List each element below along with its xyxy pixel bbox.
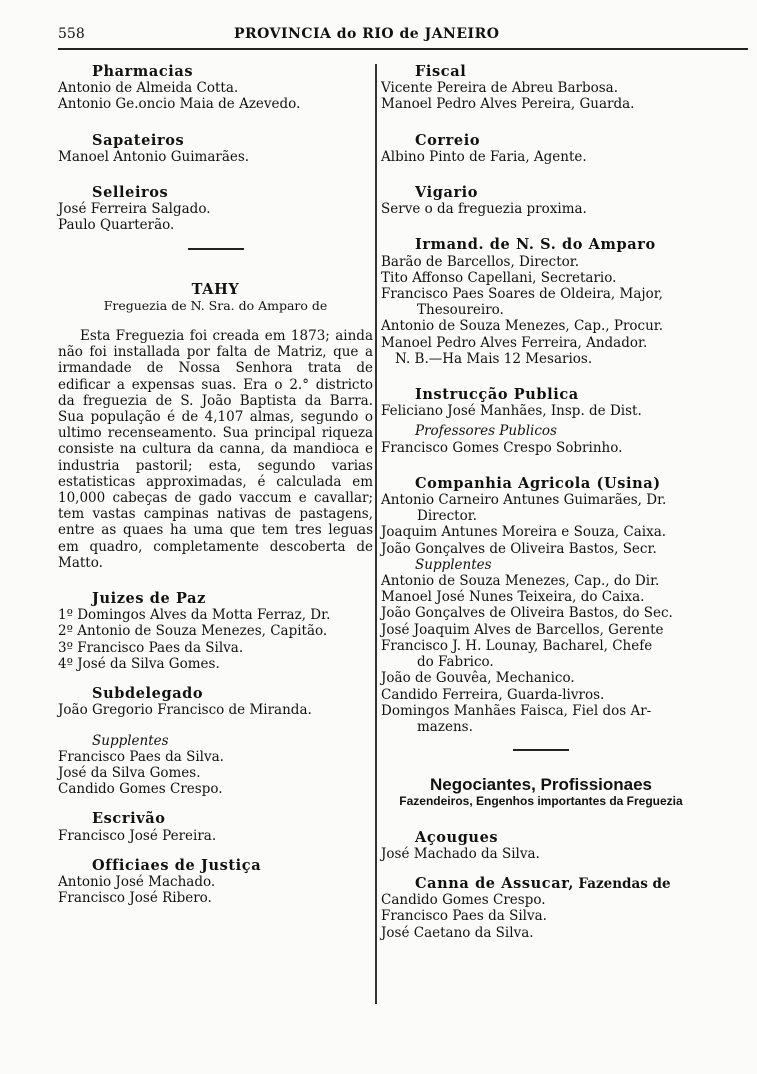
- list-item: Vicente Pereira de Abreu Barbosa.: [381, 80, 619, 97]
- heading-officiaes-de-justica: Officiaes de Justiça: [92, 856, 262, 874]
- heading-instruccao-publica: Instrucção Publica: [415, 386, 579, 404]
- list-item: Antonio José Machado.: [58, 873, 216, 890]
- heading-subdelegado: Subdelegado: [92, 685, 204, 703]
- heading-pharmacias: Pharmacias: [92, 63, 194, 80]
- list-item: Manoel Antonio Guimarães.: [58, 148, 250, 165]
- list-item: Francisco José Pereira.: [58, 827, 217, 844]
- list-item: Paulo Quarterão.: [58, 217, 175, 234]
- heading-irmandade: Irmand. de N. S. do Amparo: [415, 236, 656, 254]
- list-item: João Gonçalves de Oliveira Bastos, do Sec.: [381, 605, 673, 622]
- list-item: João Gregorio Francisco de Miranda.: [58, 702, 312, 719]
- column-divider: [375, 64, 377, 1004]
- list-item: Antonio de Almeida Cotta.: [58, 80, 239, 97]
- list-item: Domingos Manhães Faisca, Fiel dos Ar-: [381, 702, 652, 719]
- list-item: Francisco Paes da Silva.: [58, 748, 224, 765]
- list-item: José Ferreira Salgado.: [58, 201, 211, 218]
- list-item: Joaquim Antunes Moreira e Souza, Caixa.: [381, 524, 667, 541]
- list-item: Candido Ferreira, Guarda-livros.: [381, 686, 605, 703]
- page-number: 558: [58, 26, 85, 42]
- heading-professores: Professores Publicos: [415, 423, 557, 440]
- heading-canna-de-assucar: Canna de Assucar, Fazendas de: [415, 874, 671, 892]
- list-item: Francisco Paes Soares de Oldeira, Major,: [381, 286, 663, 303]
- list-item: Director.: [417, 508, 477, 525]
- list-item: 1º Domingos Alves da Motta Ferraz, Dr.: [58, 607, 331, 624]
- running-title: PROVINCIA do RIO de JANEIRO: [234, 26, 500, 42]
- list-item: Serve o da freguezia proxima.: [381, 201, 587, 218]
- heading-supplentes: Supplentes: [92, 732, 169, 749]
- list-item: João Gonçalves de Oliveira Bastos, Secr.: [381, 540, 657, 557]
- left-column: [58, 64, 373, 906]
- list-item: Francisco Gomes Crespo Sobrinho.: [381, 439, 623, 456]
- list-item: José Caetano da Silva.: [381, 924, 534, 941]
- list-item: Francisco José Ribero.: [58, 890, 212, 907]
- list-item: 4º José da Silva Gomes.: [58, 655, 220, 672]
- list-item: Manoel José Nunes Teixeira, do Caixa.: [381, 589, 645, 606]
- heading-juizes-de-paz: Juizes de Paz: [92, 590, 206, 608]
- heading-tahy: TAHY: [191, 280, 240, 298]
- list-item: Antonio de Souza Menezes, Cap., Procur.: [381, 318, 664, 335]
- list-item: do Fabrico.: [417, 654, 494, 671]
- list-item: José Joaquim Alves de Barcellos, Gerente: [381, 621, 664, 638]
- note: N. B.—Ha Mais 12 Mesarios.: [395, 350, 593, 367]
- list-item: José da Silva Gomes.: [58, 764, 201, 781]
- heading-vigario: Vigario: [415, 184, 479, 202]
- heading-escrivao: Escrivão: [92, 810, 166, 828]
- list-item: Feliciano José Manhães, Insp. de Dist.: [381, 403, 642, 420]
- list-item: Candido Gomes Crespo.: [58, 781, 223, 798]
- description-paragraph: Esta Freguezia foi creada em 1873; ainda não foi installada por falta de Matriz, que a irmandade de Nossa Senhora trata de edificar a expensas suas. Era o 2.° districto da freguezia de S. João Baptista da Barra. Sua população é de 4,107 almas, segundo o ultimo recenseamento. Sua principal riqueza consiste na cultura da canna, da mandioca e industria pastoril; esta, segundo varias estatisticas approximadas, é calculada em 10,000 cabeças de gado vaccum e cavallar; tem vastas campinas nativas de pastagens, entre as quaes ha uma que tem tres leguas em quadro, completamente descoberta de Matto.: [58, 328, 373, 571]
- list-item: José Machado da Silva.: [381, 845, 540, 862]
- right-column: [381, 64, 701, 941]
- list-item: Thesoureiro.: [417, 302, 504, 319]
- heading-supplentes-companhia: Supplentes: [415, 556, 492, 573]
- section-rule: [188, 248, 244, 250]
- list-item: Manoel Pedro Alves Pereira, Guarda.: [381, 96, 635, 113]
- list-item: mazens.: [417, 718, 473, 735]
- subheading-fazendeiros: Fazendeiros, Engenhos importantes da Freguezia: [399, 794, 683, 809]
- page-header: [58, 20, 748, 46]
- list-item: Antonio de Souza Menezes, Cap., do Dir.: [381, 573, 660, 590]
- heading-correio: Correio: [415, 131, 481, 149]
- list-item: 2º Antonio de Souza Menezes, Capitão.: [58, 623, 328, 640]
- heading-selleiros: Selleiros: [92, 184, 169, 202]
- list-item: Antonio Carneiro Antunes Guimarães, Dr.: [381, 492, 667, 509]
- section-rule: [513, 749, 569, 751]
- heading-companhia-agricola: Companhia Agricola (Usina): [415, 474, 661, 492]
- list-item: Antonio Ge.oncio Maia de Azevedo.: [58, 96, 301, 113]
- list-item: Barão de Barcellos, Director.: [381, 253, 580, 270]
- heading-acougues: Açougues: [415, 828, 499, 846]
- heading-sapateiros: Sapateiros: [92, 131, 185, 149]
- heading-negociantes: Negociantes, Profissionaes: [429, 775, 653, 795]
- list-item: 3º Francisco Paes da Silva.: [58, 639, 244, 656]
- list-item: Candido Gomes Crespo.: [381, 892, 546, 909]
- list-item: Francisco Paes da Silva.: [381, 908, 547, 925]
- list-item: Manoel Pedro Alves Ferreira, Andador.: [381, 334, 648, 351]
- list-item: Albino Pinto de Faria, Agente.: [381, 148, 587, 165]
- list-item: Tito Affonso Capellani, Secretario.: [381, 269, 617, 286]
- heading-fiscal: Fiscal: [415, 63, 467, 80]
- list-item: João de Gouvêa, Mechanico.: [381, 670, 575, 687]
- tahy-subtitle: Freguezia de N. Sra. do Amparo de: [103, 297, 328, 313]
- header-rule: [58, 48, 748, 50]
- list-item: Francisco J. H. Lounay, Bacharel, Chefe: [381, 637, 653, 654]
